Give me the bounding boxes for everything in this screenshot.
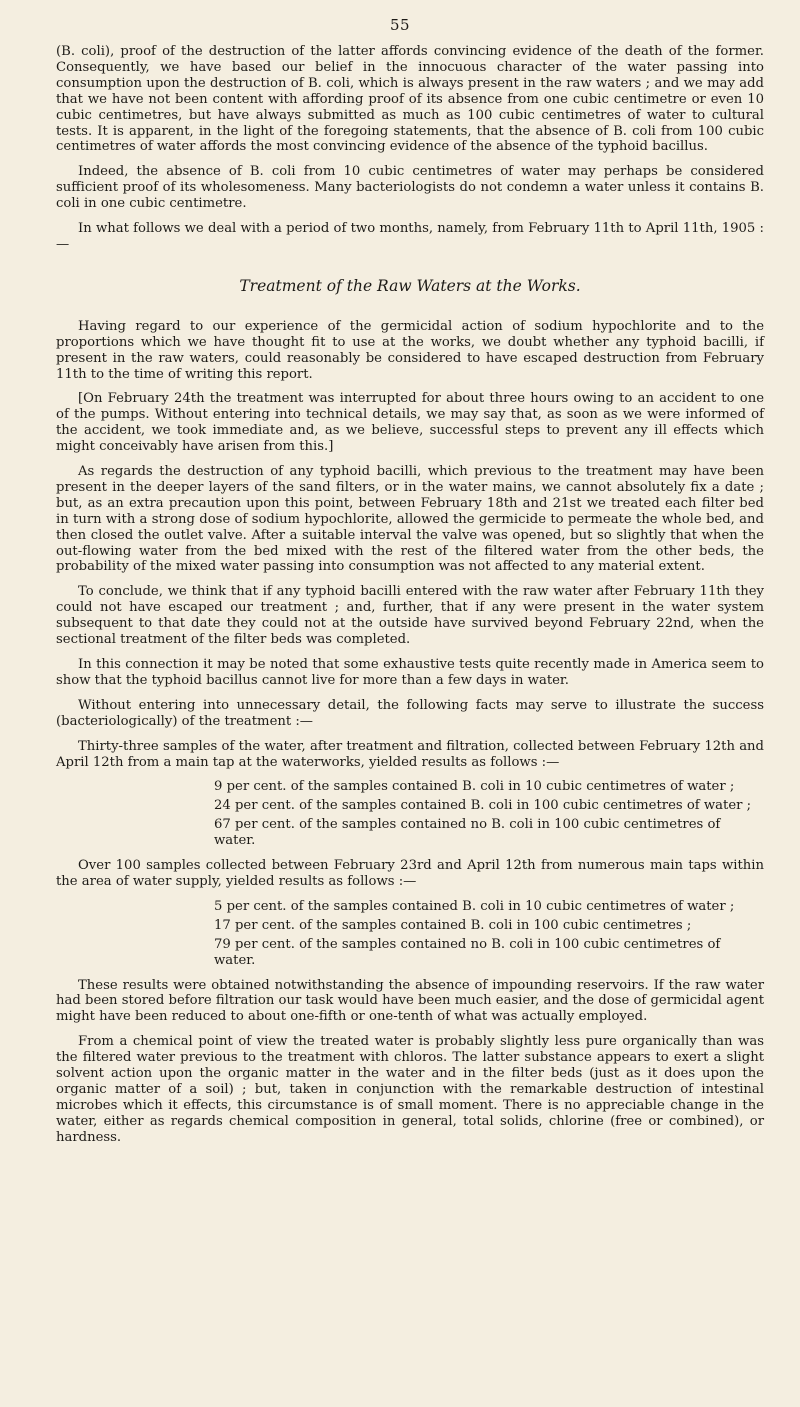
paragraph-chemical-view: From a chemical point of view the treated water is probably slightly less pure organically than was the filtered water previous to the treatment with chloros. The latter substance appears to exert a slight solvent action upon the organic matter in the water and in the filter beds (just as it does upon the organic matter of a soil) ; but, taken in conjunction with the remarkable destruction of intestinal microbes which it effects, this circumstance is of small moment. There is no appreciable change in the water, either as regards chemical composition in general, total solids, chlorine (free or combined), or hardness. [56,1034,764,1145]
paragraph-thirty-three-samples: Thirty-three samples of the water, after treatment and filtration, collected between February 12th and April 12th from a main tap at the waterworks, yielded results as follows :— [56,738,764,770]
results-list-mains [56,899,764,969]
paragraph-filter-beds: As regards the destruction of any typhoid bacilli, which previous to the treatment may have been present in the deeper layers of the sand filters, or in the water mains, we cannot absolutely fix a date ; but, as an extra precaution upon this point, between February 18th and 21st we treated each filter bed in turn with a strong dose of sodium hypochlorite, allowed the germicide to permeate the whole bed, and then closed the outlet valve. After a suitable interval the valve was opened, but so slightly that when the out-flowing water from the bed mixed with the rest of the filtered water from the other beds, the probability of the mixed water passing into consumption was not affected to any material extent. [56,464,764,575]
paragraph-america-tests: In this connection it may be noted that some exhaustive tests quite recently made in America seem to show that the typhoid bacillus cannot live for more than a few days in water. [56,657,764,688]
section-heading: Treatment of the Raw Waters at the Works. [239,276,581,295]
list-item: 5 per cent. of the samples contained B. coli in 10 cubic centimetres of water ; [214,898,735,914]
list-item: 24 per cent. of the samples contained B. coli in 100 cubic centimetres of water ; [214,798,752,814]
paragraph-absence-b-coli: Indeed, the absence of B. coli from 10 cubic centimetres of water may perhaps be considered sufficient proof of its wholesomeness. Many bacteriologists do not condemn a water unless it contains B. coli in one cubic centimetre. [56,164,764,212]
paragraph-conclusion: To conclude, we think that if any typhoid bacilli entered with the raw water after February 11th they could not have escaped our treatment ; and, further, that if any were present in the water system subsequent to that date they could not at the outside have survived beyond February 22nd, when the sectional treatment of the filter beds was completed. [56,584,764,648]
paragraph-b-coli-proof: (B. coli), proof of the destruction of the latter affords convincing evidence of the death of the former. Consequently, we have based our belief in the innocuous character of the water passing into consumption upon the destruction of B. coli, which is always present in the raw waters ; and we may add that we have not been content with affording proof of its absence from one cubic centimetre or even 10 cubic centimetres, but have always submitted as much as 100 cubic centimetres of water to cultural tests. It is apparent, in the light of the foregoing statements, that the absence of B. coli from 100 cubic centimetres of water affords the most convincing evidence of the absence of the typhoid bacillus. [56,44,764,155]
list-item: 9 per cent. of the samples contained B. coli in 10 cubic centimetres of water ; [214,779,735,795]
list-item: 79 per cent. of the samples contained no B. coli in 100 cubic centimetres of water. [214,936,721,968]
paragraph-germicidal-action: Having regard to our experience of the germicidal action of sodium hypochlorite and to the proportions which we have thought fit to use at the works, we doubt whether any typhoid bacilli, if present in the raw waters, could reasonably be considered to have escaped destruction from February 11th to the time of writing this report. [56,318,764,382]
body-text [56,44,764,1155]
list-item: 17 per cent. of the samples contained B. coli in 100 cubic centimetres ; [214,917,692,933]
list-item: 67 per cent. of the samples contained no B. coli in 100 cubic centimetres of water. [214,817,721,849]
paragraph-illustrate-success: Without entering into unnecessary detail, the following facts may serve to illustrate the success (bacteriologically) of the treatment :— [56,697,764,729]
paragraph-pump-accident: [On February 24th the treatment was interrupted for about three hours owing to an accident to one of the pumps. Without entering into technical details, we may say that, as soon as we were informed of the accident, we took immediate and, as we believe, successful steps to prevent any ill effects which might conceivably have arisen from this.] [56,391,764,455]
page-number: 55 [389,16,411,34]
paragraph-period: In what follows we deal with a period of two months, namely, from February 11th to April 11th, 1905 :— [56,221,764,252]
paragraph-impounding-reservoirs: These results were obtained notwithstanding the absence of impounding reservoirs. If the raw water had been stored before filtration our task would have been much easier, and the dose of germicidal agent might have been reduced to about one-fifth or one-tenth of what was actually employed. [56,977,764,1025]
paragraph-over-100-samples: Over 100 samples collected between February 23rd and April 12th from numerous main taps within the area of water supply, yielded results as follows :— [56,858,764,889]
results-list-main-tap [56,779,764,849]
